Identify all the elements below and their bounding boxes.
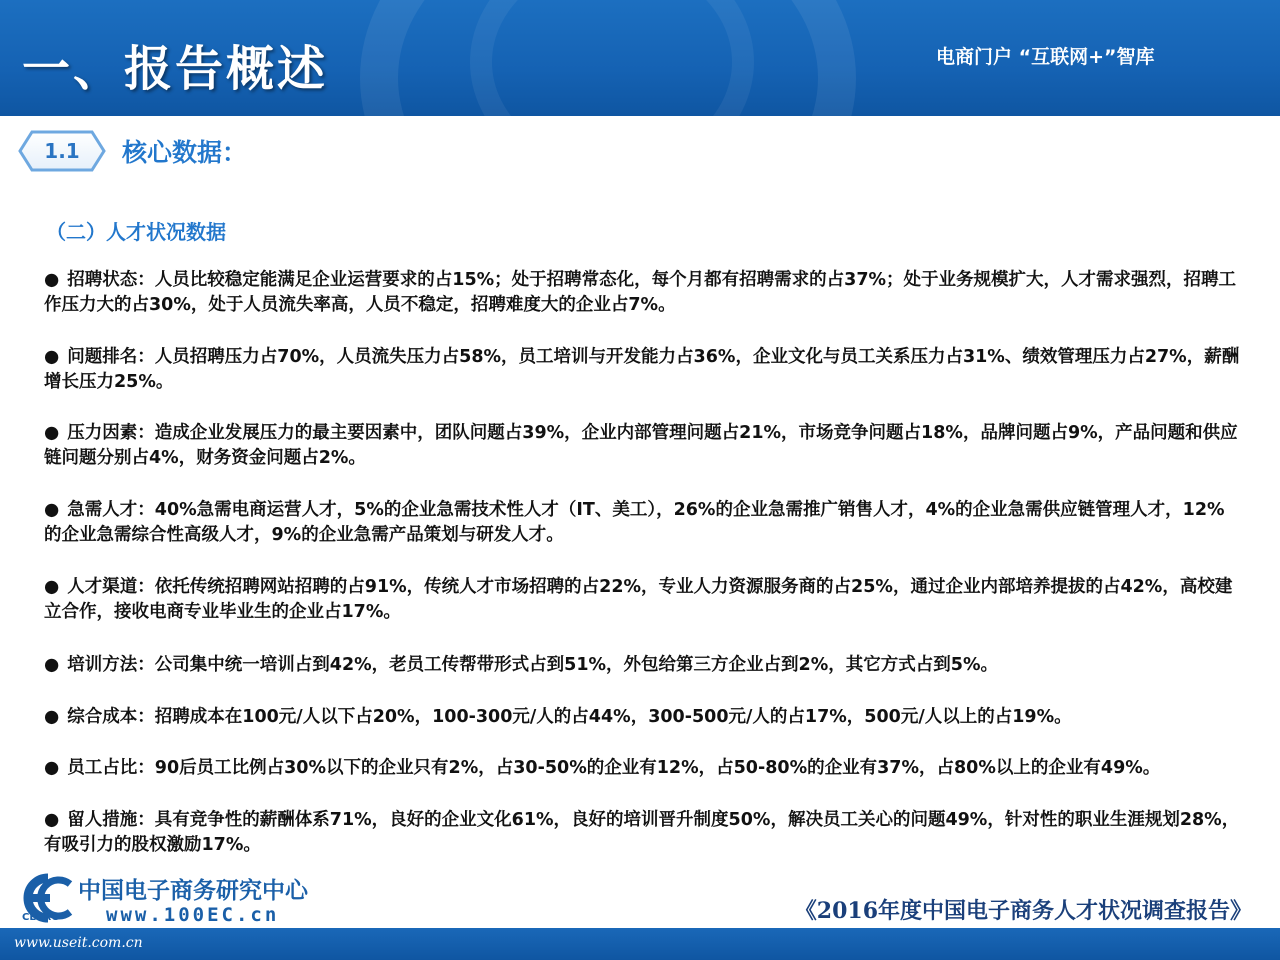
list-item-text: 员工占比：90后员工比例占30%以下的企业只有2%，占30-50%的企业有12%，占50-80%的企业有37%，占80%以上的企业有49%。 (67, 758, 1161, 778)
brand-tagline: 电商门户 “互联网+”智库 (936, 46, 1155, 68)
subsection-heading: （二）人才状况数据 (46, 220, 226, 244)
logo-url: www.100EC.cn (106, 904, 280, 926)
list-item-text: 招聘状态：人员比较稳定能满足企业运营要求的占15%；处于招聘常态化，每个月都有招聘需求的占37%；处于业务规模扩大，人才需求强烈，招聘工作压力大的占30%，处于人员流失率高，人员不稳定，招聘难度大的企业占7%。 (44, 270, 1237, 315)
list-item-text: 问题排名：人员招聘压力占70%，人员流失压力占58%，员工培训与开发能力占36%，企业文化与员工关系压力占31%、绩效管理压力占27%，薪酬增长压力25%。 (44, 347, 1240, 392)
list-item-text: 综合成本：招聘成本在100元/人以下占20%，100-300元/人的占44%，300-500元/人的占17%，500元/人以上的占19%。 (67, 707, 1072, 727)
list-item-text: 压力因素：造成企业发展压力的最主要因素中，团队问题占39%，企业内部管理问题占21%，市场竞争问题占18%，品牌问题占9%，产品问题和供应链问题分别占4%，财务资金问题占2%。 (44, 423, 1238, 468)
bullet-icon: ● (44, 347, 60, 367)
logo-org-name: 中国电子商务研究中心 (78, 878, 308, 904)
section-number-badge (18, 129, 106, 173)
section-number: 1.1 (44, 139, 80, 163)
list-item-retention-measures (44, 808, 1240, 858)
list-item-talent-channels (44, 575, 1240, 625)
list-item-problem-ranking (44, 345, 1240, 395)
bullet-icon: ● (44, 810, 60, 830)
list-item-urgent-talent (44, 498, 1240, 548)
footer-band (0, 928, 1280, 960)
bullet-icon: ● (44, 655, 60, 675)
list-item-staff-ratio (44, 756, 1240, 781)
header-decoration (470, 0, 754, 116)
page-title: 一、报告概述 (22, 41, 329, 97)
logo-abbreviation: CECRC (22, 912, 59, 923)
report-title: 《2016年度中国电子商务人才状况调查报告》 (794, 898, 1252, 924)
section-title: 核心数据： (122, 138, 248, 167)
list-item-recruitment-status (44, 268, 1240, 318)
list-item-overall-cost (44, 705, 1240, 730)
bullet-icon: ● (44, 423, 60, 443)
list-item-text: 培训方法：公司集中统一培训占到42%，老员工传帮带形式占到51%，外包给第三方企业占到2%，其它方式占到5%。 (67, 655, 998, 675)
list-item-pressure-factors (44, 421, 1240, 471)
watermark-text: www.useit.com.cn (14, 935, 143, 951)
section-heading (18, 128, 247, 174)
list-item-text: 留人措施：具有竞争性的薪酬体系71%，良好的企业文化61%，良好的培训晋升制度50%，解决员工关心的问题49%，针对性的职业生涯规划28%，有吸引力的股权激励17%。 (44, 810, 1240, 855)
cecrc-logo (18, 868, 318, 930)
list-item-text: 人才渠道：依托传统招聘网站招聘的占91%，传统人才市场招聘的占22%，专业人力资源服务商的占25%，通过企业内部培养提拔的占42%，高校建立合作，接收电商专业毕业生的企业占17%。 (44, 577, 1233, 622)
header-band (0, 0, 1280, 116)
bullet-icon: ● (44, 577, 60, 597)
bullet-icon: ● (44, 707, 60, 727)
list-item-text: 急需人才：40%急需电商运营人才，5%的企业急需技术性人才（IT、美工），26%的企业急需推广销售人才，4%的企业急需供应链管理人才，12%的企业急需综合性高级人才，9%的企业急需产品策划与研发人才。 (44, 500, 1225, 545)
bullet-icon: ● (44, 758, 60, 778)
bullet-icon: ● (44, 500, 60, 520)
bullet-icon: ● (44, 270, 60, 290)
list-item-training-methods (44, 653, 1240, 678)
